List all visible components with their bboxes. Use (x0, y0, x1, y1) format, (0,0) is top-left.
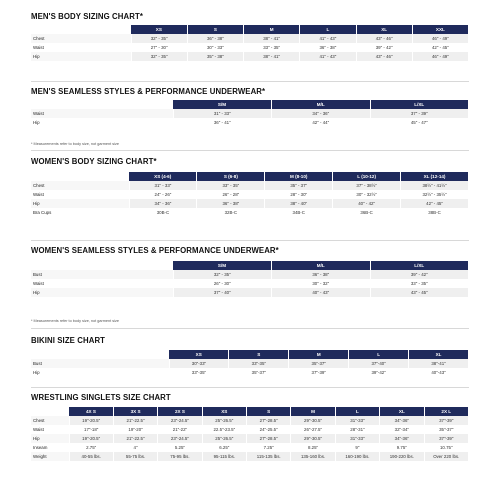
table-row (31, 443, 469, 452)
header-blank (31, 350, 169, 359)
table-row (31, 368, 469, 377)
row-label: Hip (31, 434, 69, 443)
table-cell: 34B-C (265, 208, 333, 217)
table-cell: 35"-37" (289, 359, 349, 368)
table-cell: 33"-35" (169, 368, 229, 377)
header-cell: M/L (272, 261, 371, 270)
table-cell: 45" - 47" (370, 118, 469, 127)
table-cell: 27"-28.5" (247, 416, 291, 425)
footnote: * Measurements refer to body size, not garment size (31, 319, 120, 323)
table-cell: 135-160 lbs. (291, 452, 335, 461)
table-row (31, 199, 469, 208)
table-cell: 43" - 45" (370, 288, 469, 297)
table-cell: 46" - 49" (412, 34, 468, 43)
table-header-row (31, 350, 469, 359)
table-cell: 40-55 lbs. (69, 452, 113, 461)
header-cell: 4X S (69, 407, 113, 416)
mens-seamless-title: MEN'S SEAMLESS STYLES & PERFORMANCE UNDERWEAR* (31, 87, 266, 96)
header-cell: XL (409, 350, 469, 359)
table-cell: 36B-C (333, 208, 401, 217)
header-cell: M (289, 350, 349, 359)
table-cell: 40"-43" (409, 368, 469, 377)
row-label: Chest (31, 181, 129, 190)
table-cell: 30" - 32" (272, 279, 371, 288)
bikini-table (31, 350, 469, 377)
header-blank (31, 25, 131, 34)
header-cell: 2X S (158, 407, 202, 416)
table-cell: 33" - 35" (370, 279, 469, 288)
table-row (31, 270, 469, 279)
womens-body-title: WOMEN'S BODY SIZING CHART* (31, 157, 157, 166)
table-cell: 29"-30.5" (291, 434, 335, 443)
mens-body-title: MEN'S BODY SIZING CHART* (31, 12, 143, 21)
table-cell: 26" - 28" (197, 190, 265, 199)
table-cell: 41" - 43" (300, 34, 356, 43)
table-cell: 24"-25.5" (247, 425, 291, 434)
header-blank (31, 100, 173, 109)
table-row (31, 43, 469, 52)
table-row (31, 52, 469, 61)
table-cell: 9.75" (380, 443, 424, 452)
table-cell: 28" - 30" (265, 190, 333, 199)
table-row (31, 34, 469, 43)
table-cell: 5.25" (158, 443, 202, 452)
header-cell: M (291, 407, 335, 416)
table-row (31, 359, 469, 368)
table-cell: 21"-22" (158, 425, 202, 434)
table-cell: 24" - 26" (129, 190, 197, 199)
bikini-title: BIKINI SIZE CHART (31, 336, 106, 345)
header-cell: S/M (173, 261, 272, 270)
table-cell: 21"-22.5" (113, 416, 157, 425)
table-cell: 30" - 32½" (333, 190, 401, 199)
wrestling-table (31, 407, 469, 461)
wrestling-title: WRESTLING SINGLETS SIZE CHART (31, 393, 171, 402)
table-cell: 7.25" (247, 443, 291, 452)
table-header-row (31, 407, 469, 416)
table-cell: 4" (113, 443, 157, 452)
row-label: Bust (31, 270, 173, 279)
table-header-row (31, 100, 469, 109)
table-cell: 33"-35" (229, 359, 289, 368)
header-cell: L/XL (370, 261, 469, 270)
header-cell: L (10-12) (333, 172, 401, 181)
table-cell: 36" - 41" (173, 118, 272, 127)
table-cell: 42" - 44" (272, 118, 371, 127)
table-cell: 31"-33" (335, 416, 379, 425)
table-header-row (31, 172, 469, 181)
table-cell: 28"-31" (335, 425, 379, 434)
table-cell: 40" - 42" (333, 199, 401, 208)
row-label: Chest (31, 34, 131, 43)
table-cell: 32" - 35" (131, 34, 187, 43)
row-label: Chest (31, 416, 69, 425)
footnote: * Measurements refer to body size, not garment size (31, 142, 120, 146)
table-cell: 36" - 38" (300, 43, 356, 52)
header-cell: 2X L (424, 407, 469, 416)
table-cell: 37"-39" (424, 434, 469, 443)
table-cell: 37" - 39" (370, 109, 469, 118)
table-cell: 30"-33" (169, 359, 229, 368)
header-cell: S (187, 25, 243, 34)
table-cell: 36" - 38" (187, 34, 243, 43)
table-cell: 2.75" (69, 443, 113, 452)
table-cell: 23"-24.5" (158, 434, 202, 443)
table-cell: 34"-36" (380, 416, 424, 425)
table-cell: 43" - 46" (356, 34, 412, 43)
table-cell: 32" - 35" (131, 52, 187, 61)
table-cell: 32"-34" (380, 425, 424, 434)
table-cell: 30B-C (129, 208, 197, 217)
row-label: Inseam (31, 443, 69, 452)
row-label: Hip (31, 52, 131, 61)
table-cell: 38" - 40" (265, 199, 333, 208)
table-cell: 19"-20.5" (69, 416, 113, 425)
table-cell: 19"-20.5" (69, 434, 113, 443)
table-cell: 38" - 41" (244, 52, 300, 61)
header-blank (31, 261, 173, 270)
table-cell: 23"-24.5" (158, 416, 202, 425)
table-header-row (31, 25, 469, 34)
table-cell: 33" - 35" (244, 43, 300, 52)
table-row (31, 109, 469, 118)
table-cell: 17"-18" (69, 425, 113, 434)
table-row (31, 288, 469, 297)
table-cell: 32B-C (197, 208, 265, 217)
table-cell: 34" - 36" (129, 199, 197, 208)
table-cell: 31" - 33" (129, 181, 197, 190)
table-cell: 27" - 30" (131, 43, 187, 52)
table-cell: 35" - 37" (265, 181, 333, 190)
table-cell: 38½" - 41½" (401, 181, 469, 190)
table-cell: 32½" - 35½" (401, 190, 469, 199)
table-cell: 36" - 38" (197, 199, 265, 208)
table-cell: 55-75 lbs. (113, 452, 157, 461)
table-cell: 37"-39" (289, 368, 349, 377)
table-cell: 33" - 35" (197, 181, 265, 190)
table-cell: 42" - 45" (412, 43, 468, 52)
table-cell: 43" - 46" (356, 52, 412, 61)
divider (31, 150, 469, 151)
table-row (31, 434, 469, 443)
table-cell: 190-220 lbs. (380, 452, 424, 461)
row-label: Waist (31, 279, 173, 288)
table-cell: 29"-30.5" (291, 416, 335, 425)
mens-body-table (31, 25, 469, 61)
table-cell: 26" - 30" (173, 279, 272, 288)
header-cell: L (349, 350, 409, 359)
divider (31, 328, 469, 329)
table-cell: 42" - 45" (401, 199, 469, 208)
table-cell: 38" - 41" (244, 34, 300, 43)
table-cell: 37" - 40" (173, 288, 272, 297)
row-label: Hip (31, 199, 129, 208)
table-cell: 31"-33" (335, 434, 379, 443)
row-label: Waist (31, 109, 173, 118)
table-cell: 95-115 lbs. (202, 452, 246, 461)
table-cell: 19"-20" (113, 425, 157, 434)
table-cell: 37" - 38½" (333, 181, 401, 190)
row-label: Hip (31, 368, 169, 377)
table-cell: 25"-26.5" (202, 416, 246, 425)
header-cell: S (229, 350, 289, 359)
table-row (31, 118, 469, 127)
row-label: Hip (31, 288, 173, 297)
header-blank (31, 407, 69, 416)
table-cell: 75-95 lbs. (158, 452, 202, 461)
table-row (31, 425, 469, 434)
table-cell: 10.75" (424, 443, 469, 452)
table-cell: 38B-C (401, 208, 469, 217)
table-cell: Over 220 lbs. (424, 452, 469, 461)
table-cell: 40" - 43" (272, 288, 371, 297)
table-row (31, 452, 469, 461)
header-cell: XS (131, 25, 187, 34)
header-cell: XXL (412, 25, 468, 34)
table-row (31, 279, 469, 288)
womens-seamless-title: WOMEN'S SEAMLESS STYLES & PERFORMANCE UNDERWEAR* (31, 246, 279, 255)
table-cell: 37"-39" (424, 416, 469, 425)
womens-body-table (31, 172, 469, 217)
table-cell: 30" - 33" (187, 43, 243, 52)
header-cell: XS (4-6) (129, 172, 197, 181)
table-cell: 27"-28.5" (247, 434, 291, 443)
table-cell: 21"-22.5" (113, 434, 157, 443)
table-cell: 35"-37" (229, 368, 289, 377)
table-cell: 37"-40" (349, 359, 409, 368)
table-row (31, 208, 469, 217)
header-cell: S (247, 407, 291, 416)
table-cell: 41" - 43" (300, 52, 356, 61)
table-cell: 46" - 49" (412, 52, 468, 61)
table-cell: 39"-42" (349, 368, 409, 377)
womens-seamless-table (31, 261, 469, 297)
header-cell: 3X S (113, 407, 157, 416)
header-cell: XL (380, 407, 424, 416)
header-blank (31, 172, 129, 181)
mens-seamless-table (31, 100, 469, 127)
table-cell: 25"-26.5" (202, 434, 246, 443)
header-cell: L (335, 407, 379, 416)
table-cell: 39" - 42" (370, 270, 469, 279)
header-cell: XL (356, 25, 412, 34)
divider (31, 81, 469, 82)
header-cell: M/L (272, 100, 371, 109)
row-label: Bra Cups (31, 208, 129, 217)
header-cell: XL (12-14) (401, 172, 469, 181)
divider (31, 387, 469, 388)
table-cell: 38"-41" (409, 359, 469, 368)
header-cell: S/M (173, 100, 272, 109)
row-label: Waist (31, 43, 131, 52)
table-row (31, 190, 469, 199)
table-cell: 39" - 42" (356, 43, 412, 52)
header-cell: S (6-8) (197, 172, 265, 181)
table-cell: 26"-27.5" (291, 425, 335, 434)
table-row (31, 181, 469, 190)
table-cell: 8.25" (291, 443, 335, 452)
table-row (31, 416, 469, 425)
table-cell: 36" - 38" (272, 270, 371, 279)
row-label: Weight (31, 452, 69, 461)
table-cell: 22.5"-23.5" (202, 425, 246, 434)
header-cell: L/XL (370, 100, 469, 109)
table-header-row (31, 261, 469, 270)
table-cell: 115-135 lbs. (247, 452, 291, 461)
table-cell: 32" - 35" (173, 270, 272, 279)
table-cell: 31" - 33" (173, 109, 272, 118)
table-cell: 34"-36" (380, 434, 424, 443)
divider (31, 240, 469, 241)
table-cell: 35" - 38" (187, 52, 243, 61)
table-cell: 34" - 36" (272, 109, 371, 118)
table-cell: 35"-37" (424, 425, 469, 434)
row-label: Bust (31, 359, 169, 368)
header-cell: XS (169, 350, 229, 359)
table-cell: 160-190 lbs. (335, 452, 379, 461)
table-cell: 6.25" (202, 443, 246, 452)
header-cell: XS (202, 407, 246, 416)
row-label: Waist (31, 425, 69, 434)
row-label: Hip (31, 118, 173, 127)
header-cell: M (8-10) (265, 172, 333, 181)
header-cell: M (244, 25, 300, 34)
row-label: Waist (31, 190, 129, 199)
table-cell: 9" (335, 443, 379, 452)
header-cell: L (300, 25, 356, 34)
